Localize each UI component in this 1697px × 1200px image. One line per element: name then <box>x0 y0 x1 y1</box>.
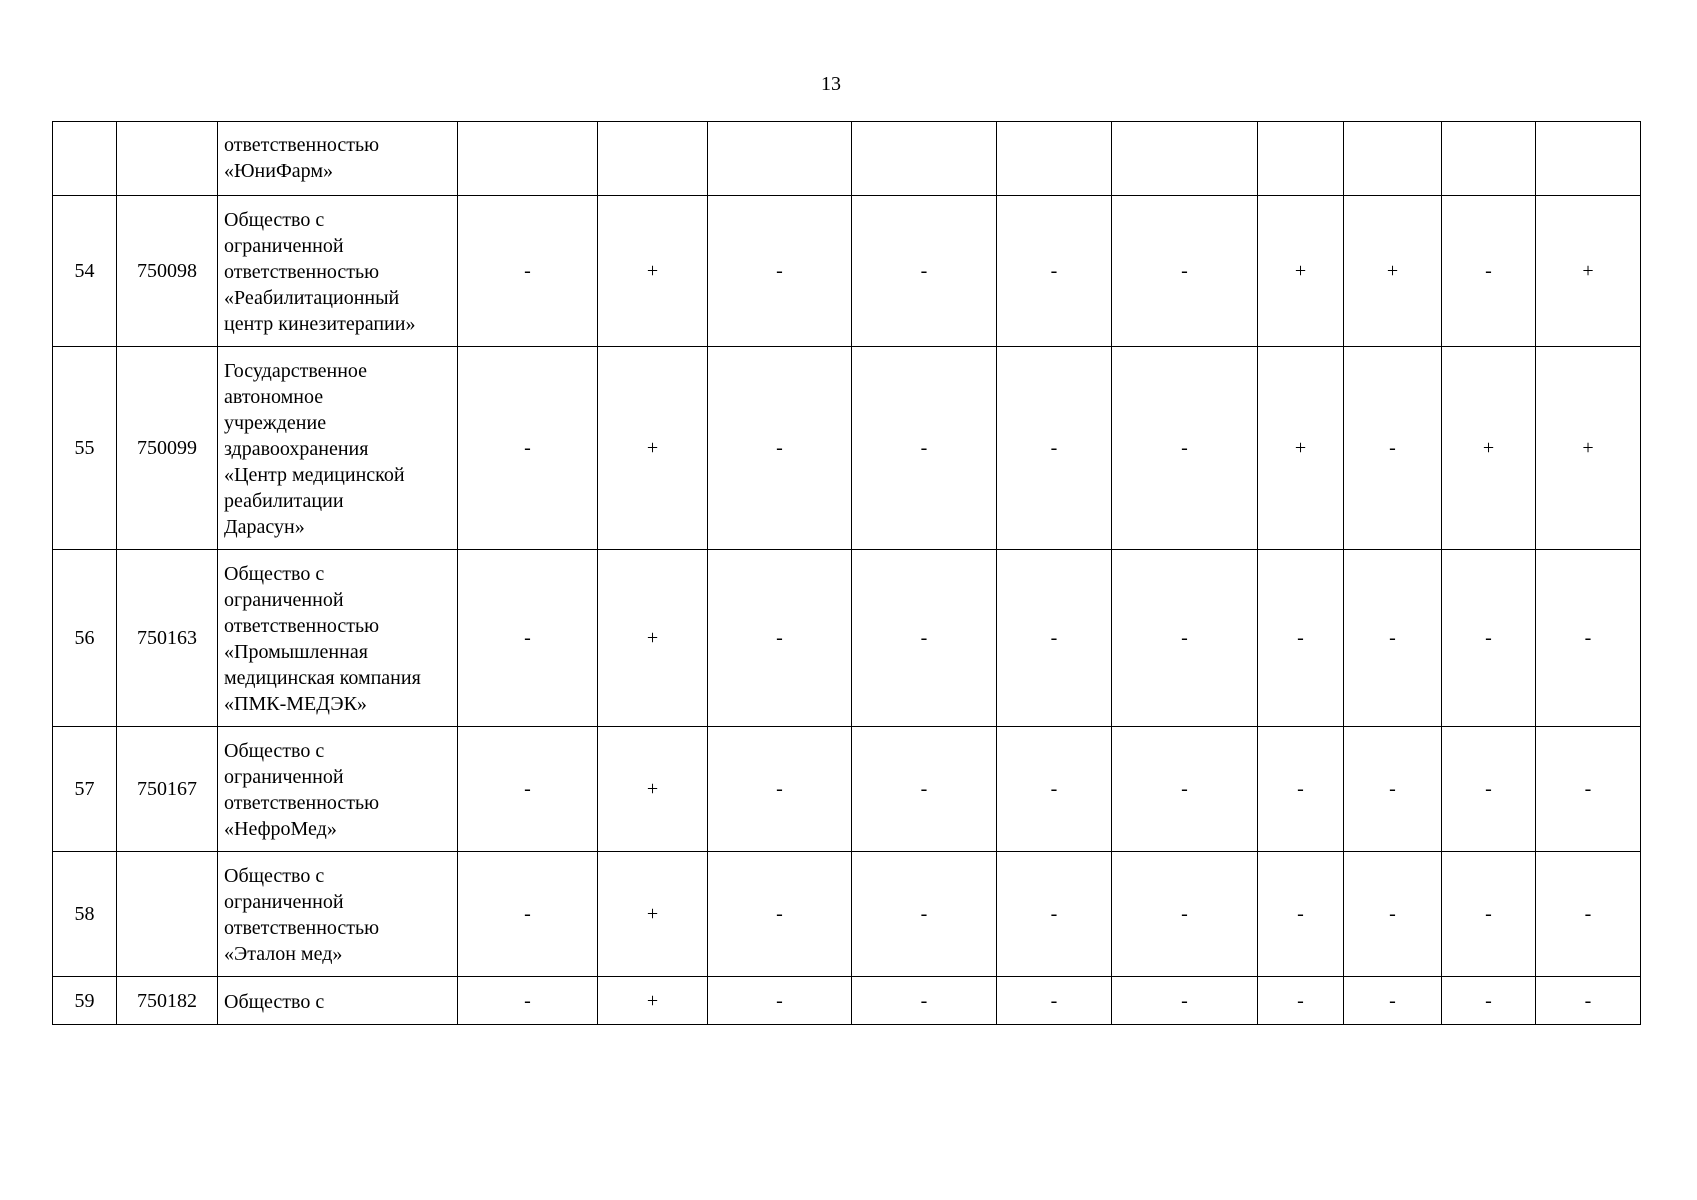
organization-name-cell <box>218 347 458 550</box>
organization-name-line: ограниченной <box>224 235 344 257</box>
service-mark-cell: - <box>852 727 997 852</box>
service-mark-cell <box>1112 122 1258 196</box>
organization-name-line: Общество с <box>224 990 325 1013</box>
service-mark-cell: - <box>1344 852 1442 977</box>
row-number-cell: 57 <box>53 727 117 852</box>
page-number: 13 <box>821 73 841 95</box>
service-mark-cell: + <box>1258 347 1344 550</box>
table-row <box>53 196 1641 347</box>
organization-name-line: учреждение <box>224 412 327 434</box>
service-mark-cell <box>1344 122 1442 196</box>
service-mark-cell: - <box>1112 852 1258 977</box>
service-mark-cell: - <box>1112 347 1258 550</box>
service-mark-cell: - <box>708 347 852 550</box>
service-mark-cell <box>708 122 852 196</box>
service-mark-cell: - <box>708 196 852 347</box>
organization-name-line: ограниченной <box>224 766 344 788</box>
service-mark-cell: - <box>1344 347 1442 550</box>
service-mark-cell: + <box>1258 196 1344 347</box>
organization-name-line: автономное <box>224 386 324 408</box>
service-mark-cell: + <box>598 196 708 347</box>
service-mark-cell: - <box>852 852 997 977</box>
organization-name-line: «Реабилитационный <box>224 287 400 309</box>
row-number-cell: 54 <box>53 196 117 347</box>
service-mark-cell <box>852 122 997 196</box>
organization-name-line: Общество с <box>224 865 325 887</box>
organization-name-line: медицинская компания <box>224 667 421 689</box>
organization-name-line: реабилитации <box>224 490 344 512</box>
service-mark-cell: - <box>1442 852 1536 977</box>
table-row <box>53 347 1641 550</box>
organization-name-line: ответственностью <box>224 792 380 814</box>
organization-name-cell <box>218 977 458 1025</box>
row-number-cell: 59 <box>53 977 117 1025</box>
service-mark-cell: - <box>852 550 997 727</box>
table-row <box>53 550 1641 727</box>
service-mark-cell <box>1258 122 1344 196</box>
service-mark-cell: - <box>708 727 852 852</box>
registry-code-cell: 750163 <box>117 550 218 727</box>
service-mark-cell: - <box>852 347 997 550</box>
table-row <box>53 727 1641 852</box>
organization-name-line: центр кинезитерапии» <box>224 313 416 335</box>
organization-name-line: Общество с <box>224 740 325 762</box>
service-mark-cell: - <box>1112 727 1258 852</box>
service-mark-cell: + <box>598 347 708 550</box>
organization-name-line: ответственностью <box>224 615 380 637</box>
service-mark-cell: + <box>1344 196 1442 347</box>
service-mark-cell: - <box>1112 977 1258 1025</box>
service-mark-cell: + <box>598 727 708 852</box>
registry-code-cell: 750182 <box>117 977 218 1025</box>
service-mark-cell: + <box>1442 347 1536 550</box>
service-mark-cell: - <box>997 727 1112 852</box>
service-mark-cell: - <box>458 196 598 347</box>
service-mark-cell: - <box>708 977 852 1025</box>
organization-name-line: ответственностью <box>224 917 380 939</box>
organization-name-cell <box>218 196 458 347</box>
service-mark-cell: - <box>1536 550 1641 727</box>
service-mark-cell: - <box>458 727 598 852</box>
service-mark-cell: - <box>852 196 997 347</box>
service-mark-cell: - <box>1258 977 1344 1025</box>
registry-code-cell: 750099 <box>117 347 218 550</box>
service-mark-cell: - <box>1442 196 1536 347</box>
organization-name-line: «НефроМед» <box>224 818 337 840</box>
service-mark-cell: + <box>598 977 708 1025</box>
service-mark-cell: - <box>1258 550 1344 727</box>
service-mark-cell: - <box>1112 550 1258 727</box>
service-mark-cell: - <box>997 196 1112 347</box>
service-mark-cell: - <box>1258 727 1344 852</box>
service-mark-cell: + <box>598 852 708 977</box>
service-mark-cell: - <box>708 852 852 977</box>
organization-name-line: «ЮниФарм» <box>224 160 333 182</box>
service-mark-cell: + <box>598 550 708 727</box>
organization-name-line: «ПМК-МЕДЭК» <box>224 693 367 715</box>
registry-code-cell <box>117 122 218 196</box>
row-number-cell: 56 <box>53 550 117 727</box>
service-mark-cell <box>1536 122 1641 196</box>
service-mark-cell: + <box>1536 347 1641 550</box>
organization-name-line: «Эталон мед» <box>224 943 343 965</box>
service-mark-cell <box>458 122 598 196</box>
service-mark-cell: - <box>1442 977 1536 1025</box>
service-mark-cell: - <box>997 977 1112 1025</box>
service-mark-cell <box>997 122 1112 196</box>
service-mark-cell: - <box>458 347 598 550</box>
organization-name-line: Общество с <box>224 209 325 231</box>
table-row <box>53 122 1641 196</box>
service-mark-cell: + <box>1536 196 1641 347</box>
organization-name-line: «Промышленная <box>224 641 368 663</box>
service-mark-cell: - <box>997 347 1112 550</box>
service-mark-cell: - <box>1536 977 1641 1025</box>
service-mark-cell: - <box>1536 727 1641 852</box>
registry-code-cell <box>117 852 218 977</box>
table-body <box>53 122 1641 1025</box>
service-mark-cell: - <box>708 550 852 727</box>
service-mark-cell <box>598 122 708 196</box>
service-mark-cell: - <box>1344 727 1442 852</box>
row-number-cell: 55 <box>53 347 117 550</box>
service-mark-cell: - <box>1442 727 1536 852</box>
organization-name-cell <box>218 550 458 727</box>
table-row <box>53 977 1641 1025</box>
organization-name-line: здравоохранения <box>224 438 369 460</box>
registry-code-cell: 750167 <box>117 727 218 852</box>
registry-code-cell: 750098 <box>117 196 218 347</box>
organization-name-cell <box>218 727 458 852</box>
service-mark-cell: - <box>1536 852 1641 977</box>
service-mark-cell: - <box>1112 196 1258 347</box>
row-number-cell: 58 <box>53 852 117 977</box>
service-mark-cell: - <box>997 550 1112 727</box>
organization-name-line: Дарасун» <box>224 516 305 538</box>
organization-name-line: Государственное <box>224 360 368 382</box>
organization-name-cell <box>218 852 458 977</box>
row-number-cell <box>53 122 117 196</box>
organization-name-line: «Центр медицинской <box>224 464 405 486</box>
service-mark-cell: - <box>997 852 1112 977</box>
organization-name-line: ограниченной <box>224 589 344 611</box>
organization-name-line: ответственностью <box>224 261 380 283</box>
service-mark-cell: - <box>458 977 598 1025</box>
service-mark-cell: - <box>852 977 997 1025</box>
organization-name-line: ответственностью <box>224 134 380 156</box>
registry-table <box>52 121 1641 1025</box>
table-row <box>53 852 1641 977</box>
organization-name-cell <box>218 122 458 196</box>
service-mark-cell: - <box>1344 550 1442 727</box>
service-mark-cell: - <box>458 852 598 977</box>
service-mark-cell: - <box>1344 977 1442 1025</box>
service-mark-cell: - <box>458 550 598 727</box>
organization-name-line: ограниченной <box>224 891 344 913</box>
organization-name-line: Общество с <box>224 563 325 585</box>
service-mark-cell: - <box>1442 550 1536 727</box>
service-mark-cell <box>1442 122 1536 196</box>
service-mark-cell: - <box>1258 852 1344 977</box>
